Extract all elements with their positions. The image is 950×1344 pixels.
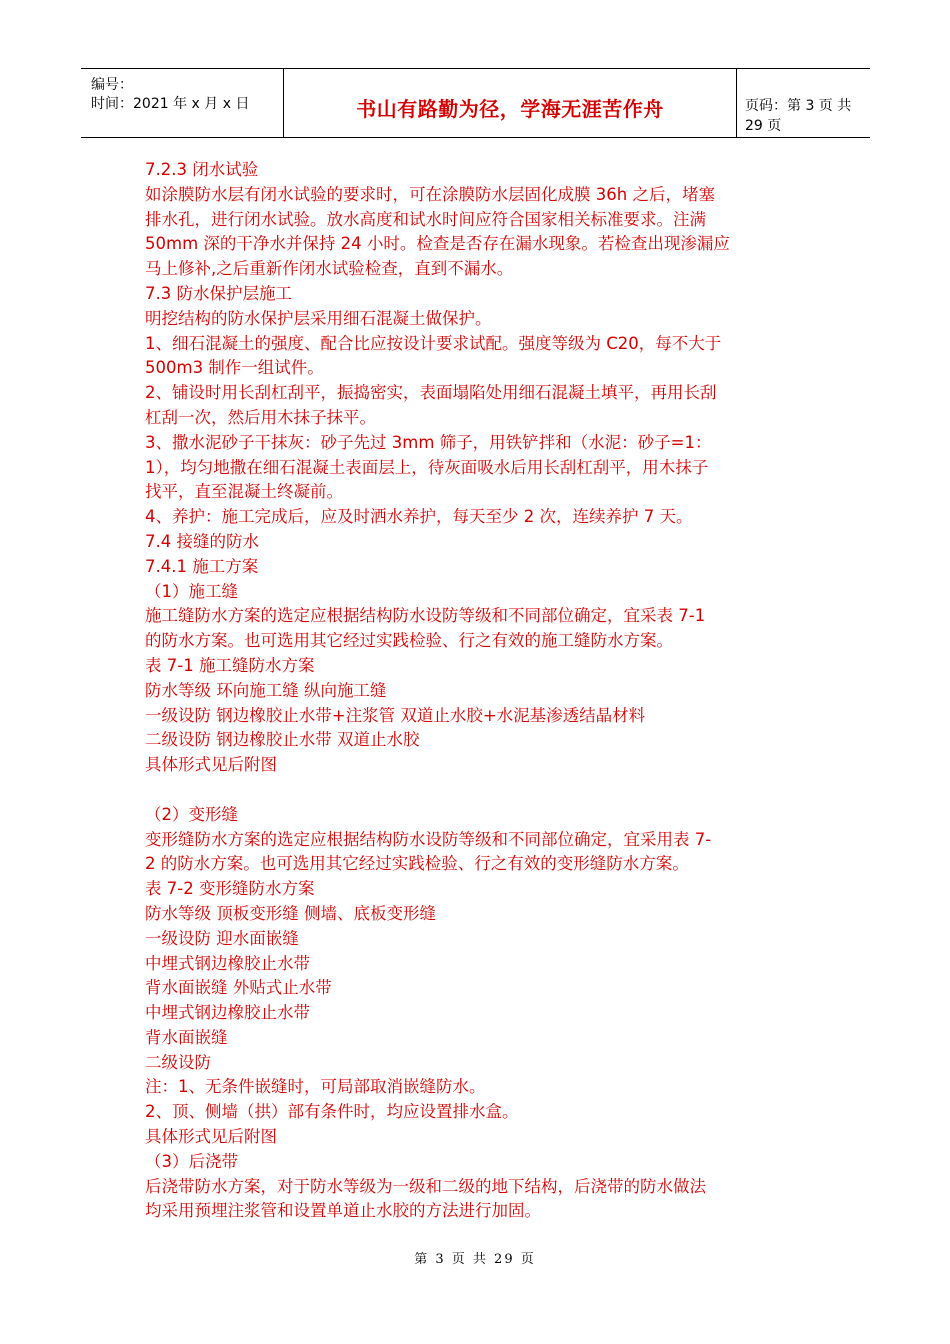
body-line: 背水面嵌缝 <box>145 1027 228 1047</box>
body-line: 的防水方案。也可选用其它经过实践检验、行之有效的施工缝防水方案。 <box>145 631 673 651</box>
body-line: 2、顶、侧墙（拱）部有条件时，均应设置排水盒。 <box>145 1102 519 1122</box>
header-meta-cell <box>81 69 284 137</box>
header-page-info: 页码：第 3 页 共 29 页 <box>745 98 852 134</box>
body-line: 二级设防 <box>145 1052 211 1072</box>
body-line <box>145 778 815 803</box>
page-header <box>81 68 870 138</box>
body-line: 均采用预埋注浆管和设置单道止水胶的方法进行加固。 <box>145 1201 541 1221</box>
body-line: 防水等级 环向施工缝 纵向施工缝 <box>145 680 387 700</box>
body-line: 明挖结构的防水保护层采用细石混凝土做保护。 <box>145 308 492 328</box>
body-line: （1）施工缝 <box>145 581 238 601</box>
body-line: 50mm 深的干净水并保持 24 小时。检查是否存在漏水现象。若检查出现渗漏应 <box>145 234 730 254</box>
body-line: 变形缝防水方案的选定应根据结构防水设防等级和不同部位确定，宜采用表 7- <box>145 829 712 849</box>
body-line: 中埋式钢边橡胶止水带 <box>145 953 310 973</box>
body-line: 表 7-1 施工缝防水方案 <box>145 655 315 675</box>
body-line: 具体形式见后附图 <box>145 755 277 775</box>
body-line: 注：1、无条件嵌缝时，可局部取消嵌缝防水。 <box>145 1077 486 1097</box>
body-line: 2、铺设时用长刮杠刮平，振捣密实，表面塌陷处用细石混凝土填平，再用长刮 <box>145 383 717 403</box>
header-motto-cell <box>284 69 737 137</box>
body-line: 施工缝防水方案的选定应根据结构防水设防等级和不同部位确定，宜采表 7-1 <box>145 606 706 626</box>
body-line: 1），均匀地撒在细石混凝土表面层上，待灰面吸水后用长刮杠刮平，用木抹子 <box>145 457 709 477</box>
header-page-cell <box>737 69 870 137</box>
body-line: 杠刮一次，然后用木抹子抹平。 <box>145 407 376 427</box>
body-line: 表 7-2 变形缝防水方案 <box>145 879 315 899</box>
body-line: 排水孔，进行闭水试验。放水高度和试水时间应符合国家相关标准要求。注满 <box>145 209 706 229</box>
body-line: 防水等级 顶板变形缝 侧墙、底板变形缝 <box>145 903 436 923</box>
body-line: 1、细石混凝土的强度、配合比应按设计要求试配。强度等级为 C20，每不大于 <box>145 333 722 353</box>
body-line: 2 的防水方案。也可选用其它经过实践检验、行之有效的变形缝防水方案。 <box>145 854 689 874</box>
body-line: 一级设防 迎水面嵌缝 <box>145 928 299 948</box>
body-line: 3、撒水泥砂子干抹灰：砂子先过 3mm 筛子，用铁铲拌和（水泥：砂子=1： <box>145 432 712 452</box>
page-footer: 第 3 页 共 29 页 <box>414 1252 536 1267</box>
body-line: 二级设防 钢边橡胶止水带 双道止水胶 <box>145 730 420 750</box>
body-line: （2）变形缝 <box>145 804 238 824</box>
document-body <box>145 158 815 1224</box>
body-line: （3）后浇带 <box>145 1151 238 1171</box>
body-line: 背水面嵌缝 外贴式止水带 <box>145 978 332 998</box>
body-line: 一级设防 钢边橡胶止水带+注浆管 双道止水胶+水泥基渗透结晶材料 <box>145 705 646 725</box>
body-line: 7.2.3 闭水试验 <box>145 160 259 179</box>
body-line: 7.4 接缝的防水 <box>145 531 259 551</box>
body-line: 中埋式钢边橡胶止水带 <box>145 1003 310 1023</box>
body-line: 7.3 防水保护层施工 <box>145 283 292 303</box>
body-line: 找平，直至混凝土终凝前。 <box>145 482 343 502</box>
body-line: 具体形式见后附图 <box>145 1127 277 1147</box>
header-motto: 书山有路勤为径，学海无涯苦作舟 <box>356 97 664 121</box>
body-line: 4、养护：施工完成后，应及时洒水养护，每天至少 2 次，连续养护 7 天。 <box>145 507 693 527</box>
body-line: 后浇带防水方案，对于防水等级为一级和二级的地下结构，后浇带的防水做法 <box>145 1176 706 1196</box>
document-date-label: 时间：2021 年 x 月 x 日 <box>91 96 250 112</box>
body-line: 500m3 制作一组试件。 <box>145 358 324 378</box>
body-line: 马上修补,之后重新作闭水试验检查，直到不漏水。 <box>145 259 514 279</box>
body-line: 如涂膜防水层有闭水试验的要求时，可在涂膜防水层固化成膜 36h 之后，堵塞 <box>145 184 715 204</box>
body-line: 7.4.1 施工方案 <box>145 556 259 576</box>
document-number-label: 编号： <box>91 77 133 93</box>
